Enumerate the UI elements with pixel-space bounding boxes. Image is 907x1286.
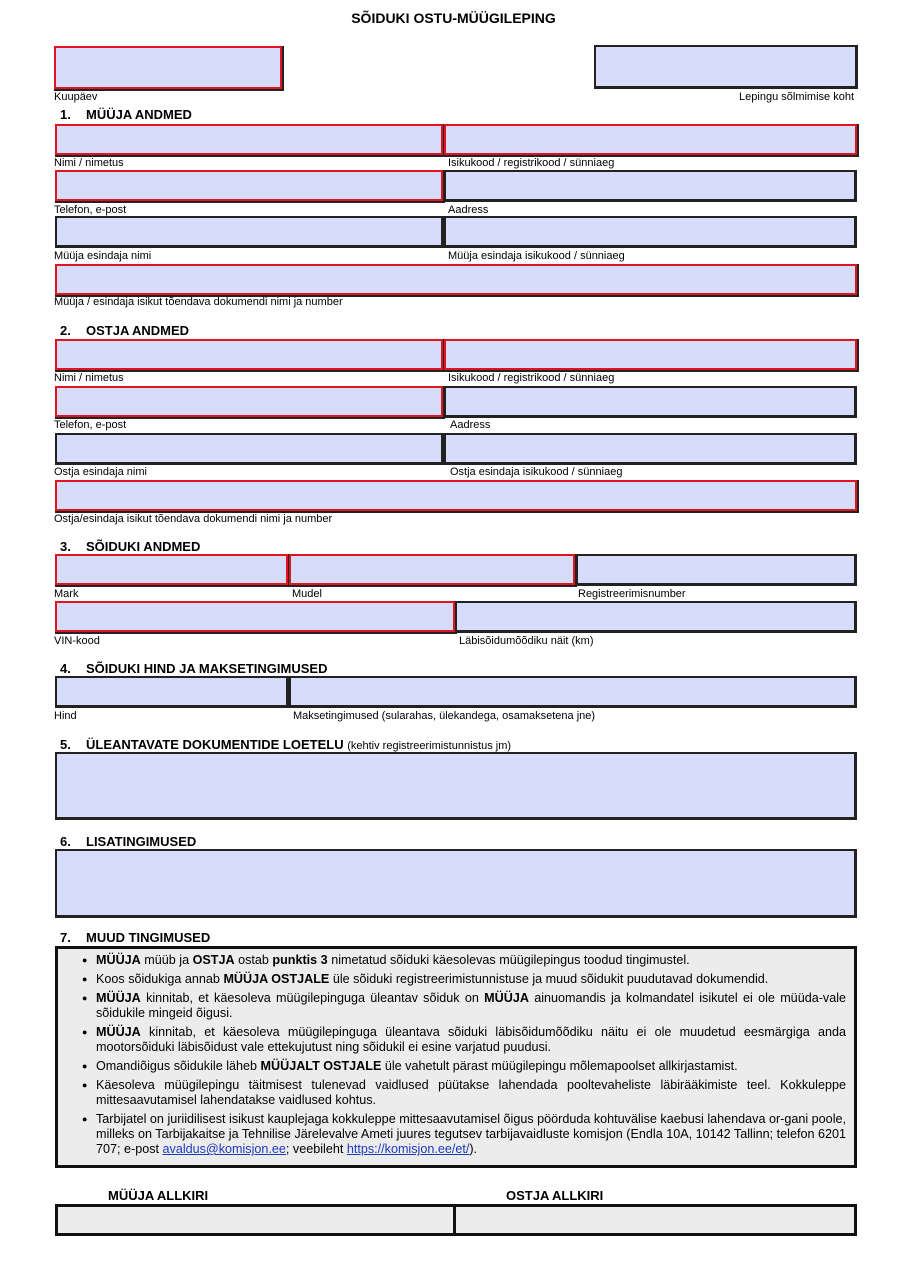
vehicle-make-label: Mark: [54, 588, 79, 600]
buyer-name-label: Nimi / nimetus: [54, 372, 124, 384]
buyer-address-field[interactable]: [444, 386, 857, 418]
vehicle-odometer-field[interactable]: [455, 601, 857, 633]
vehicle-make-field[interactable]: [55, 554, 288, 585]
place-field[interactable]: [594, 45, 858, 89]
seller-id-label: Isikukood / registrikood / sünniaeg: [448, 157, 615, 169]
buyer-address-label: Aadress: [450, 419, 491, 431]
section-6-heading: [60, 834, 196, 849]
price-label: Hind: [54, 710, 77, 722]
seller-address-field[interactable]: [444, 170, 857, 202]
seller-rep-name-field[interactable]: [55, 216, 444, 248]
section-3-heading: [60, 539, 200, 554]
seller-document-label: Müüja / esindaja isikut tõendava dokumendi nimi ja number: [54, 296, 343, 308]
section-number: 6.: [60, 834, 71, 849]
email-link[interactable]: avaldus@komisjon.ee: [162, 1142, 286, 1156]
place-label: Lepingu sõlmimise koht: [739, 91, 854, 103]
buyer-rep-id-field[interactable]: [444, 433, 857, 465]
vehicle-regnumber-field[interactable]: [576, 554, 857, 586]
buyer-rep-name-field[interactable]: [55, 433, 444, 465]
buyer-signature-label: OSTJA ALLKIRI: [506, 1188, 604, 1203]
term-item: ● MÜÜJA kinnitab, et käesoleva müügilepinguga üleantav sõiduk on MÜÜJA ainuomandis ja kolmandatel isikutel ei ole müüda-vale sõidukile mingeid õigusi.: [86, 991, 846, 1021]
terms-box: [55, 946, 857, 1168]
seller-id-field[interactable]: [444, 124, 857, 155]
buyer-rep-id-label: Ostja esindaja isikukood / sünniaeg: [450, 466, 623, 478]
buyer-contact-field[interactable]: [55, 386, 443, 417]
vehicle-model-field[interactable]: [289, 554, 575, 585]
vehicle-odometer-label: Läbisõidumõõdiku näit (km): [459, 635, 594, 647]
section-title: SÕIDUKI ANDMED: [86, 539, 201, 554]
vehicle-vin-label: VIN-kood: [54, 635, 100, 647]
term-item: ● Käesoleva müügilepingu täitmisest tulenevad vaidlused püütakse lahendada pooltevaheliste läbirääkimiste teel. Kokkuleppe mittesaavutamisel lahendatakse vaidlused kohtus.: [86, 1078, 846, 1108]
section-number: 2.: [60, 323, 71, 338]
section-4-heading: [60, 661, 327, 676]
term-item: ● Koos sõidukiga annab MÜÜJA OSTJALE üle sõiduki registreerimistunnistuse ja muud sõidukit puudutavad dokumendid.: [86, 972, 846, 987]
documents-list-field[interactable]: [55, 752, 857, 820]
document-title: SÕIDUKI OSTU-MÜÜGILEPING: [351, 10, 556, 26]
vehicle-vin-field[interactable]: [55, 601, 455, 632]
buyer-name-field[interactable]: [55, 339, 443, 370]
section-number: 3.: [60, 539, 71, 554]
section-1-heading: [60, 107, 192, 122]
term-item: ● Tarbijatel on juriidilisest isikust kauplejaga kokkuleppe mittesaavutamisel õigus pöörduda kohtuvälise kaebusi lahendava or-gani poole, milleks on Tarbijakaitse ja Tehnilise Järelevalve Ameti juures tegutsev tarbijavaidluste komisjon (Endla 10A, 10142 Tallinn; telefon 6201 707; e-post avaldus@komisjon.ee; veebileht https://komisjon.ee/et/).: [86, 1112, 846, 1157]
section-5-heading: [60, 737, 511, 752]
seller-name-label: Nimi / nimetus: [54, 157, 124, 169]
section-number: 5.: [60, 737, 71, 752]
section-title: MUUD TINGIMUSED: [86, 930, 211, 945]
website-link[interactable]: https://komisjon.ee/et/: [346, 1142, 470, 1156]
buyer-id-label: Isikukood / registrikood / sünniaeg: [448, 372, 615, 384]
section-note: (kehtiv registreerimistunnistus jm): [347, 740, 512, 752]
seller-contact-label: Telefon, e-post: [54, 204, 127, 216]
buyer-document-label: Ostja/esindaja isikut tõendava dokumendi nimi ja number: [54, 513, 333, 525]
term-item: ● MÜÜJA kinnitab, et käesoleva müügilepinguga üleantava sõiduki läbisõidumõõdiku näitu ei ole muudetud eesmärgiga anda mootorsõiduki läbisõidust vale ettekujutust ning sõidukil ei esine varjatud puudusi.: [86, 1025, 846, 1055]
section-number: 4.: [60, 661, 71, 676]
buyer-signature-field[interactable]: [453, 1204, 857, 1236]
seller-name-field[interactable]: [55, 124, 443, 155]
buyer-contact-label: Telefon, e-post: [54, 419, 127, 431]
section-title: OSTJA ANDMED: [86, 323, 190, 338]
vehicle-regnumber-label: Registreerimisnumber: [578, 588, 686, 600]
section-2-heading: [60, 323, 189, 338]
payment-terms-field[interactable]: [289, 676, 857, 708]
buyer-document-field[interactable]: [55, 480, 857, 511]
seller-rep-id-field[interactable]: [444, 216, 857, 248]
term-item: ● MÜÜJA müüb ja OSTJA ostab punktis 3 nimetatud sõiduki käesolevas müügilepingus toodud tingimustel.: [86, 953, 846, 968]
section-title: LISATINGIMUSED: [86, 834, 197, 849]
buyer-id-field[interactable]: [444, 339, 857, 370]
section-number: 7.: [60, 930, 71, 945]
seller-signature-field[interactable]: [55, 1204, 456, 1236]
seller-signature-label: MÜÜJA ALLKIRI: [108, 1188, 209, 1203]
seller-address-label: Aadress: [448, 204, 489, 216]
seller-rep-name-label: Müüja esindaja nimi: [54, 250, 152, 262]
vehicle-model-label: Mudel: [292, 588, 322, 600]
section-7-heading: [60, 930, 210, 945]
seller-contact-field[interactable]: [55, 170, 443, 201]
seller-rep-id-label: Müüja esindaja isikukood / sünniaeg: [448, 250, 625, 262]
date-label: Kuupäev: [54, 91, 98, 103]
date-field[interactable]: [54, 46, 282, 89]
seller-document-field[interactable]: [55, 264, 857, 295]
section-title: MÜÜJA ANDMED: [86, 107, 192, 122]
payment-terms-label: Maksetingimused (sularahas, ülekandega, osamaksetena jne): [293, 710, 596, 722]
term-item: ● Omandiõigus sõidukile läheb MÜÜJALT OSTJALE üle vahetult pärast müügilepingu mõlemapoolset allkirjastamist.: [86, 1059, 846, 1074]
section-title: SÕIDUKI HIND JA MAKSETINGIMUSED: [86, 661, 328, 676]
price-field[interactable]: [55, 676, 289, 708]
section-number: 1.: [60, 107, 71, 122]
additional-terms-field[interactable]: [55, 849, 857, 918]
section-title: ÜLEANTAVATE DOKUMENTIDE LOETELU: [86, 737, 344, 752]
buyer-rep-name-label: Ostja esindaja nimi: [54, 466, 147, 478]
